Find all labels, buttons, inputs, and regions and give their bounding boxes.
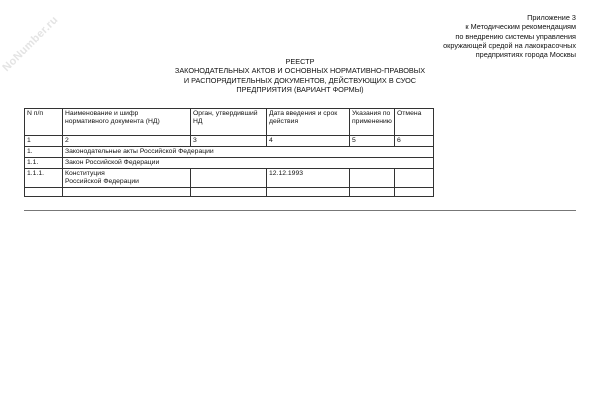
empty-row — [25, 188, 434, 197]
appendix-line: по внедрению системы управления — [455, 31, 576, 41]
column-number-row — [25, 136, 434, 147]
number-cell: 5 — [350, 136, 395, 147]
section-row — [25, 147, 434, 158]
row-notes — [350, 169, 395, 188]
number-cell: 1 — [25, 136, 63, 147]
title-line: ПРЕДПРИЯТИЯ (ВАРИАНТ ФОРМЫ) — [236, 84, 364, 94]
header-row — [25, 109, 434, 136]
empty-cell — [395, 188, 434, 197]
row-organ — [191, 169, 267, 188]
header-cell: N п/п — [25, 109, 63, 136]
appendix-line: предприятиях города Москвы — [475, 50, 576, 60]
title-line: И РАСПОРЯДИТЕЛЬНЫХ ДОКУМЕНТОВ, ДЕЙСТВУЮЩИХ В СУОС — [183, 75, 417, 85]
empty-cell — [25, 188, 63, 197]
number-cell: 3 — [191, 136, 267, 147]
number-cell: 4 — [267, 136, 350, 147]
appendix-line: к Методическим рекомендациям — [465, 22, 576, 32]
appendix-note — [443, 13, 576, 59]
row-document-name: Конституция Российской Федерации — [63, 169, 191, 188]
page-divider — [24, 210, 576, 211]
row-cancel — [395, 169, 434, 188]
section-number: 1. — [25, 147, 63, 158]
header-cell: Наименование и шифр нормативного документа (НД) — [63, 109, 191, 136]
registry-table — [24, 108, 434, 197]
header-cell: Указания по применению — [350, 109, 395, 136]
header-cell: Дата введения и срок действия — [267, 109, 350, 136]
table-row — [25, 169, 434, 188]
number-cell: 6 — [395, 136, 434, 147]
appendix-line: Приложение 3 — [527, 13, 576, 22]
empty-cell — [267, 188, 350, 197]
subsection-row — [25, 158, 434, 169]
empty-cell — [63, 188, 191, 197]
watermark: NoNumber.ru — [0, 13, 61, 75]
number-cell: 2 — [63, 136, 191, 147]
subsection-number: 1.1. — [25, 158, 63, 169]
appendix-line: окружающей средой на лакокрасочных — [443, 40, 576, 50]
empty-cell — [191, 188, 267, 197]
empty-cell — [350, 188, 395, 197]
row-date: 12.12.1993 — [267, 169, 350, 188]
title-line: ЗАКОНОДАТЕЛЬНЫХ АКТОВ И ОСНОВНЫХ НОРМАТИВНО-ПРАВОВЫХ — [174, 66, 426, 76]
header-cell: Орган, утвердивший НД — [191, 109, 267, 136]
header-cell: Отмена — [395, 109, 434, 136]
subsection-label: Закон Российской Федерации — [63, 158, 434, 169]
document-title — [150, 57, 450, 94]
row-number: 1.1.1. — [25, 169, 63, 188]
section-label: Законодательные акты Российской Федерации — [63, 147, 434, 158]
title-line: РЕЕСТР — [285, 57, 315, 66]
